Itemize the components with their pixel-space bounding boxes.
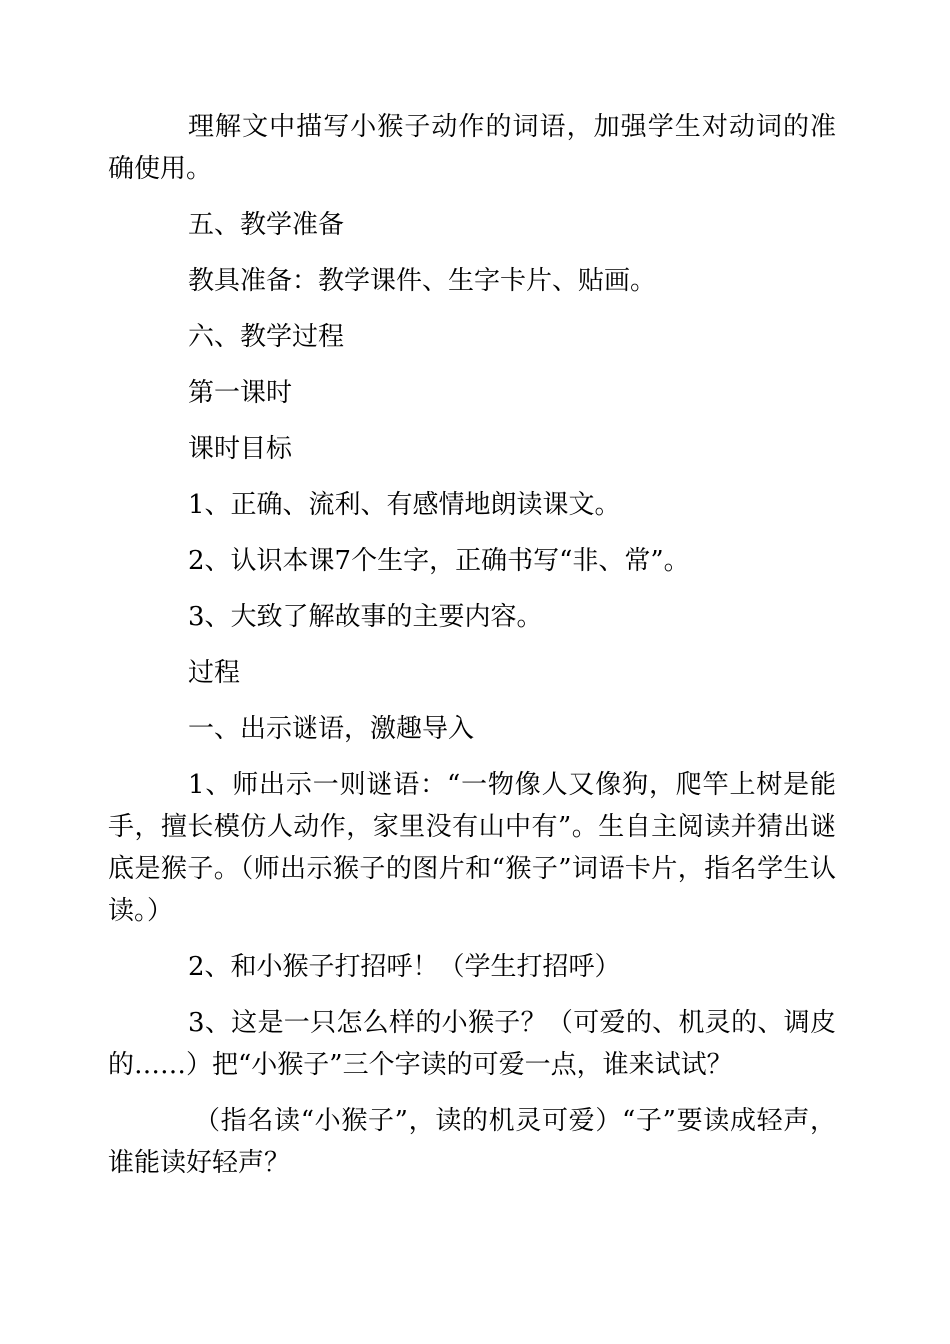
paragraph-teaching-aids: 教具准备：教学课件、生字卡片、贴画。 bbox=[188, 266, 657, 296]
goal-item-2: 2、认识本课7个生字，正确书写“非、常”。 bbox=[188, 546, 690, 576]
heading-first-lesson: 第一课时 bbox=[188, 378, 293, 408]
heading-procedure: 过程 bbox=[188, 658, 241, 688]
heading-lesson-goals: 课时目标 bbox=[188, 434, 293, 464]
paragraph-objective: 理解文中描写小猴子动作的词语，加强学生对动词的准确使用。 bbox=[108, 112, 836, 184]
step-item-2: 2、和小猴子打招呼！（学生打招呼） bbox=[188, 952, 621, 982]
heading-riddle-intro: 一、出示谜语，激趣导入 bbox=[188, 714, 475, 744]
goal-item-1: 1、正确、流利、有感情地朗读课文。 bbox=[188, 490, 621, 520]
step-item-1: 1、师出示一则谜语：“一物像人又像狗，爬竿上树是能手，擅长模仿人动作，家里没有山中有”。生自主阅读并猜出谜底是猴子。（师出示猴子的图片和“猴子”词语卡片，指名学生认读。） bbox=[108, 770, 836, 926]
heading-process: 六、教学过程 bbox=[188, 322, 345, 352]
step-item-3: 3、这是一只怎么样的小猴子？（可爱的、机灵的、调皮的……）把“小猴子”三个字读的可爱一点，谁来试试？ bbox=[108, 1008, 836, 1080]
goal-item-3: 3、大致了解故事的主要内容。 bbox=[188, 602, 543, 632]
heading-preparation: 五、教学准备 bbox=[188, 210, 345, 240]
step-item-3-note: （指名读“小猴子”，读的机灵可爱）“子”要读成轻声，谁能读好轻声？ bbox=[108, 1106, 836, 1178]
document-body bbox=[108, 106, 836, 1184]
